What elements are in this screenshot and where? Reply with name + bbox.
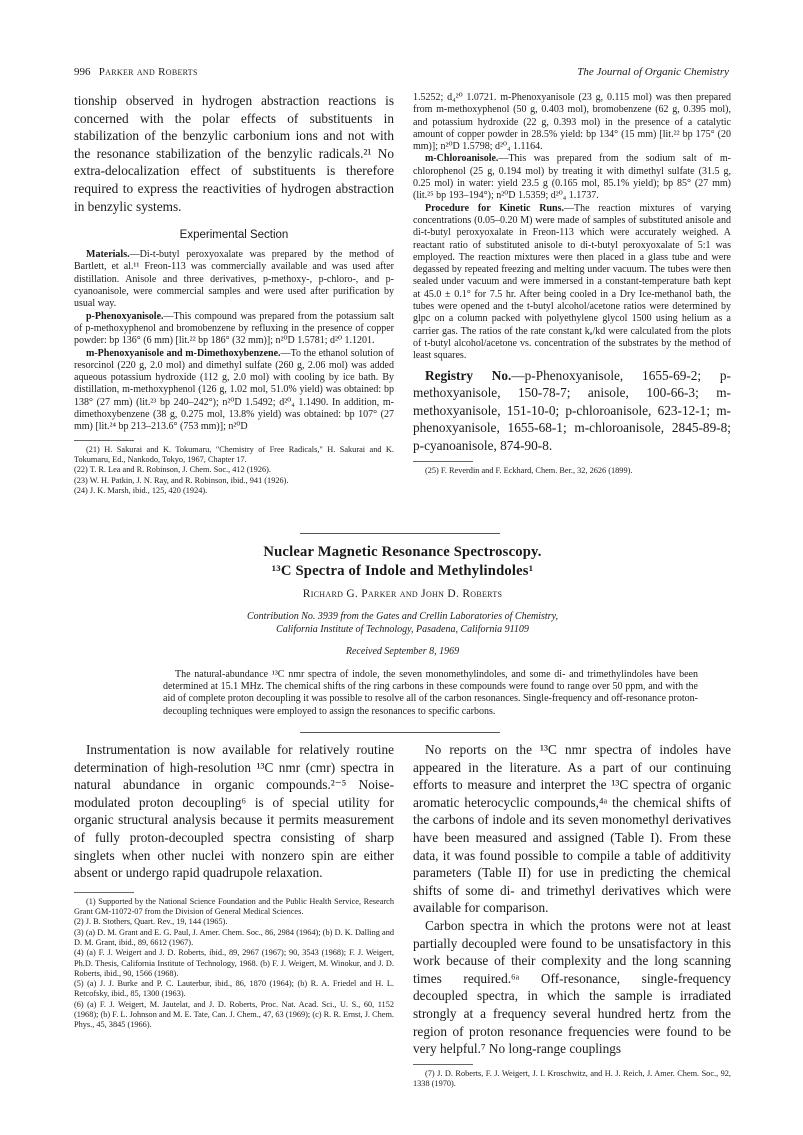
top-right-column (413, 92, 731, 476)
article-authors: Richard G. Parker and John D. Roberts (302, 588, 503, 600)
registry-heading: Registry No. (425, 367, 512, 383)
intro-body: Instrumentation is now available for relatively routine determination of high-resolution ¹³C nmr (cmr) spectra in natural abundance in organic compounds.²⁻⁵ Noise-modulated proton decoupling⁶ is of special utility for organic structural analysis because it permits measurement of fully proton-decoupled spectra consisting of sharp singlets when other nuclei with nonzero spin are either absent or undergo rapid quadrupole relaxation. (74, 742, 394, 881)
top-left-column (74, 92, 394, 496)
registry-text: —p-Phenoxyanisole, 1655-69-2; p-methoxyanisole, 150-78-7; anisole, 100-66-3; m-methoxyanisole, 151-10-0; p-chloroanisole, 623-12-1; m-phenoxyanisole, 1655-68-1; m-chloroanisole, 2845-89-8; p-cyanoanisole, 874-90-8. (413, 367, 731, 453)
kinetic-text: —The reaction mixtures of varying concentrations (0.05–0.20 M) were made of samples of substituted anisole and di-t-butyl peroxyoxalate in Freon-113 which were accurately weighed. A reactant ratio of substituted anisole to di-t-butyl peroxyoxalate of 5:1 was employed. The reaction mixtures were then placed in a glass tube and were degassed by repeated freezing and melting under vacuum. The tubes were then sealed under vacuum and were immersed in a constant-temperature bath kept at 45.0 ± 0.1° for 7.5 hr. After being cooled in a Dry Ice-methanol bath, the tubes were opened and the t-butyl alcohol/acetone ratios were determined by glpc on a column packed with polyethylene glycol 1500 using helium as a carrier gas. The ratios of the rate constant kₐ/kd were calculated from the plots of t-butyl alcohol/acetone vs. concentration of the substrates by the method of least squares. (413, 202, 731, 362)
mphenoxy-text: —To the ethanol solution of resorcinol (220 g, 2.0 mol) and dimethyl sulfate (260 g, 2.06 mol) was added aqueous potassium hydroxide (112 g, 2.0 mol) with cooling by ice bath. By distillation, m-methoxyphenol (126 g, 1.02 mol, 51.0% yield) was obtained: bp 138° (27 mm) (lit.²³ bp 240–242°); n²⁰D 1.5492; d²⁰₄ 1.1490. In addition, m-dimethoxybenzene (38 g, 0.275 mol, 13.8% yield) was obtained: bp 107° (27 mm) [lit.²⁴ bp 213–213.6° (753 mm)]; n²⁰D (74, 347, 394, 433)
page-number: 996 (74, 66, 91, 78)
journal-name: The Journal of Organic Chemistry (577, 66, 729, 78)
footnote: (3) (a) D. M. Grant and E. G. Paul, J. Amer. Chem. Soc., 86, 2984 (1964); (b) D. K. Dalling and D. M. Grant, ibid., 89, 6612 (1967). (74, 927, 394, 947)
footnote: (7) J. D. Roberts, F. J. Weigert, J. I. Kroschwitz, and H. J. Reich, J. Amer. Chem. Soc., 92, 1338 (1970). (413, 1068, 731, 1088)
abstract: The natural-abundance ¹³C nmr spectra of indole, the seven monomethylindoles, and some di- and trimethylindoles have been determined at 15.1 MHz. The chemical shifts of the ring carbons in these compounds were found to range over 50 ppm, and with the aid of complete proton decoupling it was possible to resolve all of the carbon resonances. Single-frequency and off-resonance proton-decoupling techniques were employed to assign the resonances to specific carbons. (163, 669, 698, 717)
footnote: (24) J. K. Marsh, ibid., 125, 420 (1924). (74, 485, 208, 495)
article-title-line2: ¹³C Spectra of Indole and Methylindoles¹ (271, 563, 534, 579)
footnote: (22) T. R. Lea and R. Robinson, J. Chem. Soc., 412 (1926). (74, 465, 271, 475)
running-authors: Parker and Roberts (98, 66, 198, 78)
bottom-left-column (74, 741, 394, 1031)
running-header-left (74, 66, 198, 78)
footnote: (1) Supported by the National Science Foundation and the Public Health Service, Research Grant GM-11072-07 from the Division of General Medical Sciences. (74, 896, 394, 917)
footnote: (21) H. Sakurai and K. Tokumaru, "Chemistry of Free Radicals," H. Sakurai and K. Tokumaru, Ed., Nankodo, Tokyo, 1967, Chapter 17. (74, 444, 394, 464)
footnote: (5) (a) J. J. Burke and P. C. Lauterbur, ibid., 86, 1870 (1964); (b) R. A. Friedel and H. L. Retcofsky, ibid., 85, 1300 (1963). (74, 979, 394, 999)
chloro-text: —This was prepared from the sodium salt of m-chlorophenol (25 g, 0.194 mol) by treating it with dimethyl sulfate (31.5 g, 0.25 mol) in water: yield 23.5 g (0.165 mol, 85.1% yield); bp 85° (27 mm) (lit.²⁵ bp 193–194°); n²⁰D 1.5359; d²⁰₄ 1.1737. (413, 153, 731, 202)
footnote-divider (74, 892, 134, 893)
footnote: (23) W. H. Patkin, J. N. Ray, and R. Robinson, ibid., 941 (1926). (74, 475, 289, 485)
article-title-line1: Nuclear Magnetic Resonance Spectroscopy. (263, 544, 542, 560)
registry-paragraph (413, 367, 731, 455)
phenoxy-text: —This compound was prepared from the potassium salt of p-methoxyphenol and bromobenzene by refluxing in the presence of copper powder: bp 136° (6 mm) [lit.²² bp 186° (32 mm)]; n²⁰D 1.5781; d²⁰ 1.1201. (74, 310, 394, 347)
materials-text: —Di-t-butyl peroxyoxalate was prepared by the method of Bartlett, et al.¹¹ Freon-113 was commercially available and was used after distillation. Anisole and three derivatives, p-methoxy-, p-chloro-, and p-cyanoanisole, were commercial samples and were used after purification by usual way. (74, 249, 394, 310)
materials-heading: Materials. (86, 249, 130, 261)
abstract-divider (300, 732, 500, 733)
mphenoxy-heading: m-Phenoxyanisole and m-Dimethoxybenzene. (86, 347, 281, 359)
footnote-divider (413, 461, 473, 462)
body-paragraph-2: Carbon spectra in which the protons were not at least partially decoupled were found to be unsatisfactory in this work because of their complexity and the long scanning times required.⁶ᵃ Off-resonance, single-frequency decoupled spectra, in which the sample is irradiated strongly at a frequency several hundred hertz from the region of proton resonance frequencies were found to be very helpful.⁷ No long-range couplings (413, 917, 731, 1057)
continued-paragraph: 1.5252; d₄²⁰ 1.0721. m-Phenoxyanisole (23 g, 0.115 mol) was then prepared from m-methoxyphenol (50 g, 0.403 mol), bromobenzene (62 g, 0.395 mol), and potassium hydroxide (22 g, 0.393 mol) in the presence of a catalytic amount of copper powder in 28.5% yield: bp 134° (15 mm) [lit.²² bp 175° (20 mm)]; n²⁰D 1.5798; d²⁰₄ 1.1164. (413, 92, 731, 153)
footnote: (6) (a) F. J. Weigert, M. Jautelat, and J. D. Roberts, Proc. Nat. Acad. Sci., U. S., 60, 1152 (1968); (b) F. L. Johnson and M. E. Tate, Can. J. Chem., 47, 63 (1969); (c) R. R. Ernst, J. Chem. Phys., 45, 3845 (1966). (74, 999, 394, 1030)
phenoxy-paragraph (74, 311, 394, 348)
materials-paragraph (74, 249, 394, 310)
kinetic-heading: Procedure for Kinetic Runs. (425, 202, 565, 214)
body-paragraph-1: No reports on the ¹³C nmr spectra of indoles have appeared in the literature. As a part of our continuing efforts to measure and interpret the ¹³C spectra of organic aromatic heterocyclic compounds,⁴ᵃ the chemical shifts of the carbons of indole and its seven monomethyl derivatives have been measured and assigned (Table I). From these data, it was found possible to compile a table of additivity parameters (Table II) for use in predicting the chemical shifts of some di- and trimethyl derivatives which were available for comparison. (413, 742, 731, 916)
footnote: (25) F. Reverdin and F. Eckhard, Chem. Ber., 32, 2626 (1899). (425, 465, 633, 475)
mphenoxy-paragraph (74, 348, 394, 434)
chloro-heading: m-Chloroanisole. (425, 153, 499, 165)
intro-paragraph: tionship observed in hydrogen abstraction reactions is concerned with the polar effects of substituents in stabilization of the benzylic carbonium ions and not with the resonance stabilization of the benzylic radicals.²¹ No extra-delocalization effect of substituents is therefore required to express the reactivities of hydrogen abstraction in benzylic systems. (74, 93, 394, 214)
institution-line: California Institute of Technology, Pasadena, California 91109 (276, 624, 529, 635)
footnote-divider (413, 1064, 473, 1065)
chloro-paragraph (413, 153, 731, 202)
section-title: Experimental Section (179, 229, 289, 242)
contribution-line: Contribution No. 3939 from the Gates and Crellin Laboratories of Chemistry, (247, 611, 558, 622)
received-date: Received September 8, 1969 (345, 646, 460, 657)
footnote: (4) (a) F. J. Weigert and J. D. Roberts, ibid., 89, 2967 (1967); 90, 3543 (1968); F. J. Weigert, Ph.D. Thesis, California Institute of Technology, 1968. (b) F. J. Weigert, M. Winokur, and J. D. Roberts, ibid., 90, 1566 (1968). (74, 948, 394, 978)
bottom-right-column (413, 741, 731, 1089)
footnote-divider (74, 440, 134, 441)
footnote: (2) J. B. Stothers, Quart. Rev., 19, 144 (1965). (74, 917, 228, 927)
phenoxy-heading: p-Phenoxyanisole. (86, 310, 164, 322)
kinetic-paragraph (413, 203, 731, 363)
article-divider (300, 533, 500, 534)
